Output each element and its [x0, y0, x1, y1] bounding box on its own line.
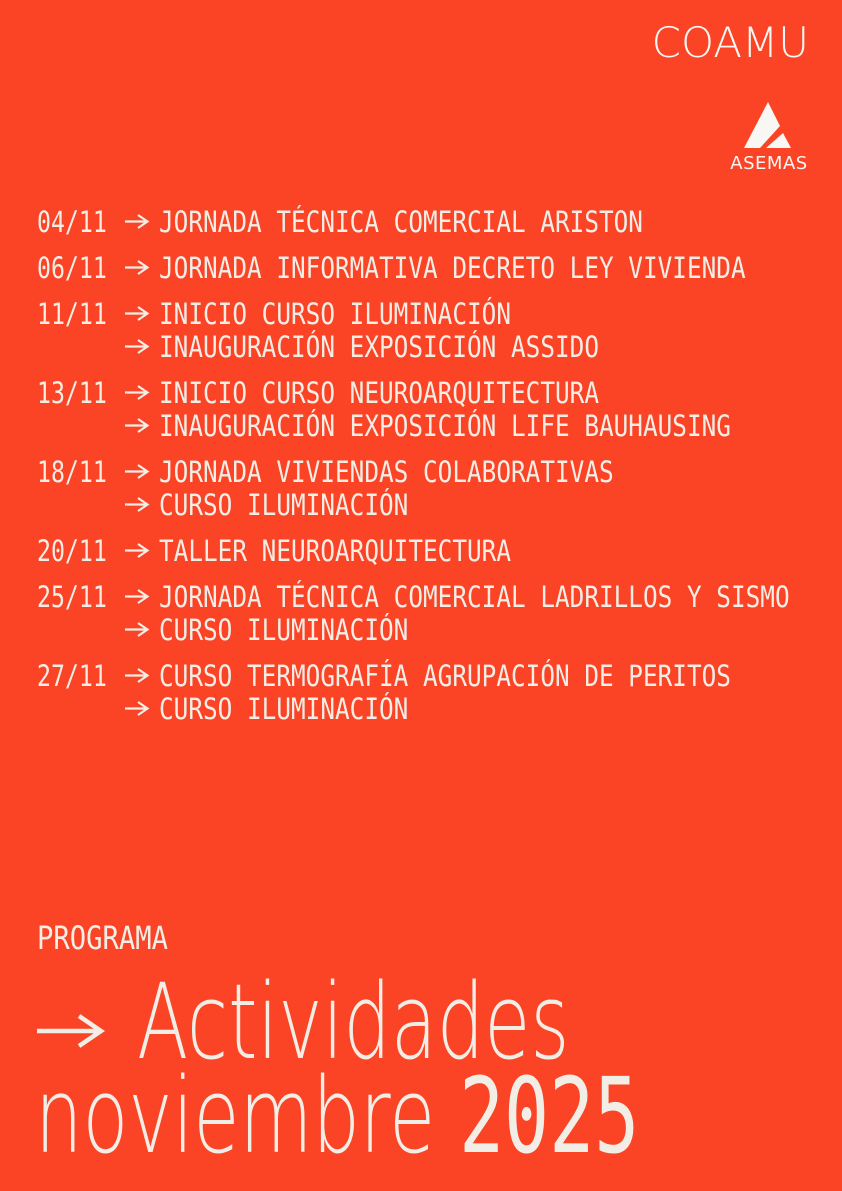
arrow-right-icon — [124, 338, 151, 355]
poster-title-line1: Actividades — [137, 961, 570, 1083]
event-group-items — [124, 455, 700, 521]
event-title: JORNADA TÉCNICA COMERCIAL LADRILLOS Y SISMO — [159, 579, 790, 614]
arrow-right-icon — [124, 213, 151, 230]
schedule-group — [37, 534, 832, 567]
event-title: CURSO ILUMINACIÓN — [159, 612, 409, 647]
asemas-triangle-icon — [743, 100, 793, 150]
coamu-logo: COAMU — [651, 18, 809, 67]
event-title: CURSO ILUMINACIÓN — [159, 487, 409, 522]
arrow-right-icon — [124, 542, 151, 559]
schedule-group — [37, 455, 832, 521]
schedule-group — [37, 376, 832, 442]
event-date: 06/11 — [37, 250, 107, 285]
schedule-group — [37, 251, 832, 284]
arrow-right-icon — [124, 700, 151, 717]
poster-title — [35, 961, 842, 1177]
event-title: JORNADA INFORMATIVA DECRETO LEY VIVIENDA — [159, 250, 746, 285]
program-kicker-label: PROGRAMA — [37, 919, 169, 957]
arrow-right-icon — [124, 667, 151, 684]
event-item — [124, 297, 683, 330]
event-group-items — [124, 205, 735, 238]
event-item — [124, 488, 700, 521]
event-date: 11/11 — [37, 296, 107, 331]
arrow-right-icon — [124, 384, 151, 401]
event-title: CURSO ILUMINACIÓN — [159, 691, 409, 726]
event-item — [124, 330, 683, 363]
poster-title-line2 — [35, 1055, 640, 1177]
arrow-right-icon — [124, 417, 151, 434]
poster-title-month: noviembre — [35, 1055, 436, 1177]
event-item — [124, 251, 842, 284]
event-title: JORNADA TÉCNICA COMERCIAL ARISTON — [159, 204, 644, 239]
event-item — [124, 580, 842, 613]
event-group-items — [124, 376, 840, 442]
event-title: INAUGURACIÓN EXPOSICIÓN LIFE BAUHAUSING — [159, 408, 732, 443]
event-item — [124, 409, 840, 442]
event-group-items — [124, 251, 842, 284]
event-title: INAUGURACIÓN EXPOSICIÓN ASSIDO — [159, 329, 600, 364]
event-title: TALLER NEUROARQUITECTURA — [159, 533, 512, 568]
arrow-right-icon — [124, 588, 151, 605]
arrow-right-icon — [124, 621, 151, 638]
schedule-group — [37, 297, 832, 363]
event-title: CURSO TERMOGRAFÍA AGRUPACIÓN DE PERITOS — [159, 658, 732, 693]
program-kicker — [37, 918, 191, 958]
event-item — [124, 692, 840, 725]
schedule-group — [37, 580, 832, 646]
event-date: 20/11 — [37, 533, 107, 568]
event-group-items — [124, 659, 840, 725]
schedule-list — [37, 205, 832, 738]
arrow-right-icon — [124, 496, 151, 513]
event-item — [124, 205, 735, 238]
event-item — [124, 659, 840, 692]
event-item — [124, 613, 842, 646]
arrow-right-icon — [35, 1009, 109, 1053]
event-title: INICIO CURSO NEUROARQUITECTURA — [159, 375, 600, 410]
asemas-logo — [727, 100, 811, 173]
event-date: 04/11 — [37, 204, 107, 239]
event-item — [124, 455, 700, 488]
event-date: 13/11 — [37, 375, 107, 410]
event-group-items — [124, 580, 842, 646]
event-item — [124, 376, 840, 409]
event-title: JORNADA VIVIENDAS COLABORATIVAS — [159, 454, 614, 489]
arrow-right-icon — [124, 463, 151, 480]
poster-title-year: 2025 — [458, 1055, 640, 1177]
arrow-right-icon — [124, 305, 151, 322]
asemas-label: ASEMAS — [730, 153, 808, 174]
event-group-items — [124, 297, 683, 363]
event-item — [124, 534, 578, 567]
event-date: 27/11 — [37, 658, 107, 693]
event-date: 25/11 — [37, 579, 107, 614]
schedule-group — [37, 659, 832, 725]
event-date: 18/11 — [37, 454, 107, 489]
event-group-items — [124, 534, 578, 567]
arrow-right-icon — [124, 259, 151, 276]
event-title: INICIO CURSO ILUMINACIÓN — [159, 296, 512, 331]
schedule-group — [37, 205, 832, 238]
